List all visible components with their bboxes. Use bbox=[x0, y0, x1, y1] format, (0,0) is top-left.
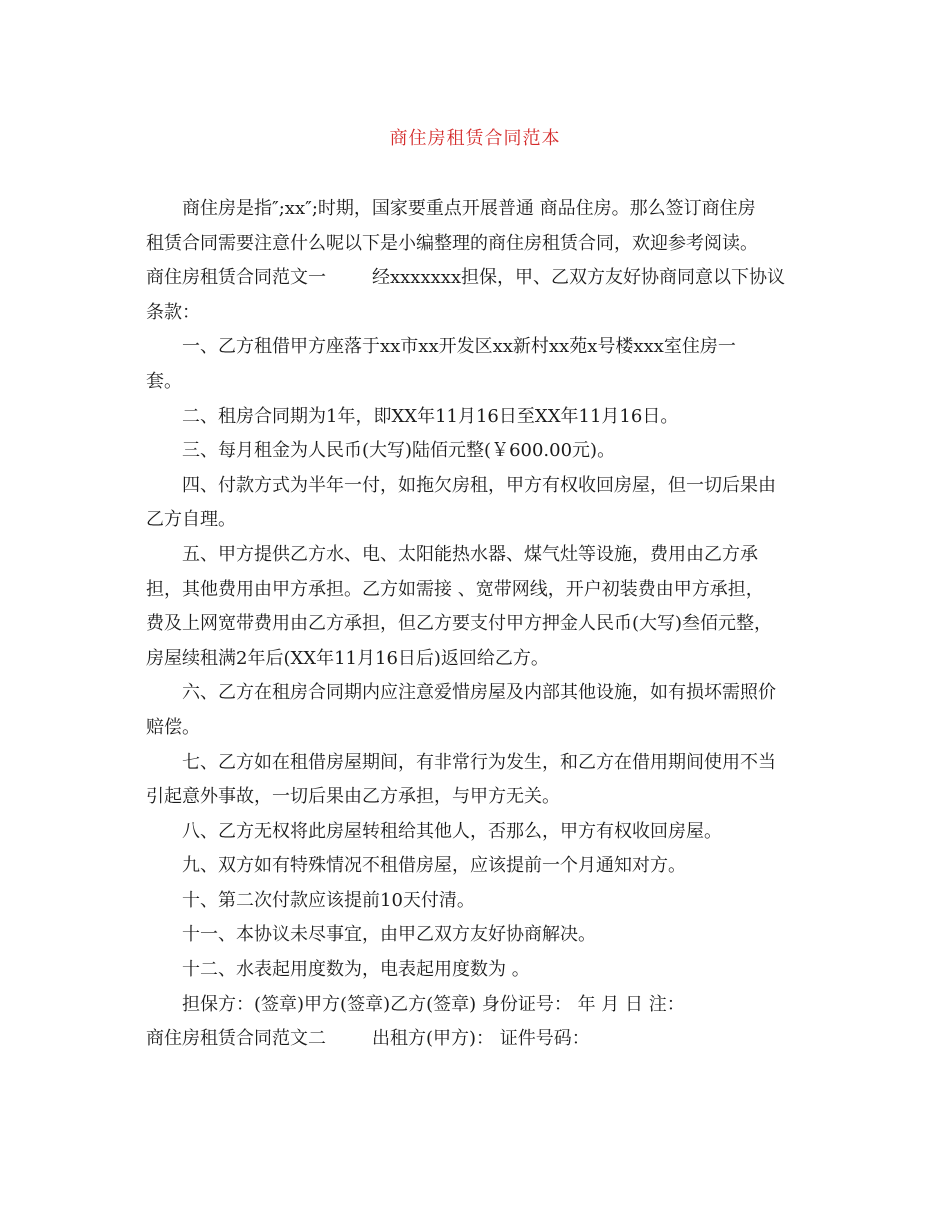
paragraph-line: 一、乙方租借甲方座落于xx市xx开发区xx新村xx苑x号楼xxx室住房一 bbox=[182, 336, 736, 358]
paragraph-line: 五、甲方提供乙方水、电、太阳能热水器、煤气灶等设施，费用由乙方承 bbox=[182, 543, 758, 565]
sample-intro-text: 经xxxxxxx担保，甲、乙双方友好协商同意以下协议 bbox=[372, 267, 786, 289]
paragraph-line: 套。 bbox=[146, 370, 182, 392]
paragraph-line: 十、第二次付款应该提前10天付清。 bbox=[182, 889, 475, 911]
paragraph-line: 六、乙方在租房合同期内应注意爱惜房屋及内部其他设施，如有损坏需照价 bbox=[182, 682, 776, 704]
paragraph-line: 二、租房合同期为1年，即XX年11月16日至XX年11月16日。 bbox=[182, 405, 679, 427]
sample-heading-line bbox=[146, 261, 806, 296]
paragraph-line: 引起意外事故，一切后果由乙方承担，与甲方无关。 bbox=[146, 786, 560, 808]
sample-label: 商住房租赁合同范文二 bbox=[146, 1028, 326, 1050]
paragraph-line: 七、乙方如在租借房屋期间，有非常行为发生，和乙方在借用期间使用不当 bbox=[182, 751, 776, 773]
paragraph-line: 乙方自理。 bbox=[146, 509, 236, 531]
paragraph-line: 十二、水表起用度数为，电表起用度数为 。 bbox=[182, 959, 530, 981]
paragraph-line: 三、每月租金为人民币(大写)陆佰元整(￥600.00元)。 bbox=[182, 440, 616, 462]
paragraph-line: 条款： bbox=[146, 301, 200, 323]
paragraph-line: 九、双方如有特殊情况不租借房屋，应该提前一个月通知对方。 bbox=[182, 855, 686, 877]
paragraph-line: 八、乙方无权将此房屋转租给其他人，否那么，甲方有权收回房屋。 bbox=[182, 820, 722, 842]
paragraph-line: 四、付款方式为半年一付，如拖欠房租，甲方有权收回房屋，但一切后果由 bbox=[182, 474, 776, 496]
document-title: 商住房租赁合同范本 bbox=[389, 128, 561, 149]
document-body bbox=[146, 192, 806, 1057]
signature-line: 担保方：(签章)甲方(签章)乙方(签章) 身份证号： 年 月 日 注： bbox=[182, 993, 685, 1015]
sample-heading-line bbox=[146, 1022, 806, 1057]
paragraph-line: 租赁合同需要注意什么呢以下是小编整理的商住房租赁合同，欢迎参考阅读。 bbox=[146, 232, 758, 254]
paragraph-line: 赔偿。 bbox=[146, 716, 200, 738]
paragraph-line: 商住房是指″;xx″;时期，国家要重点开展普通 商品住房。那么签订商住房 bbox=[182, 198, 756, 219]
paragraph-line: 十一、本协议未尽事宜，由甲乙双方友好协商解决。 bbox=[182, 924, 596, 946]
sample-intro-text: 出租方(甲方)： 证件号码： bbox=[372, 1028, 590, 1050]
paragraph-line: 房屋续租满2年后(XX年11月16日后)返回给乙方。 bbox=[146, 647, 549, 669]
sample-label: 商住房租赁合同范文一 bbox=[146, 267, 326, 289]
paragraph-line: 担，其他费用由甲方承担。乙方如需接 、宽带网线，开户初装费由甲方承担， bbox=[146, 578, 764, 600]
paragraph-line: 费及上网宽带费用由乙方承担，但乙方要支付甲方押金人民币(大写)叁佰元整， bbox=[146, 613, 773, 635]
